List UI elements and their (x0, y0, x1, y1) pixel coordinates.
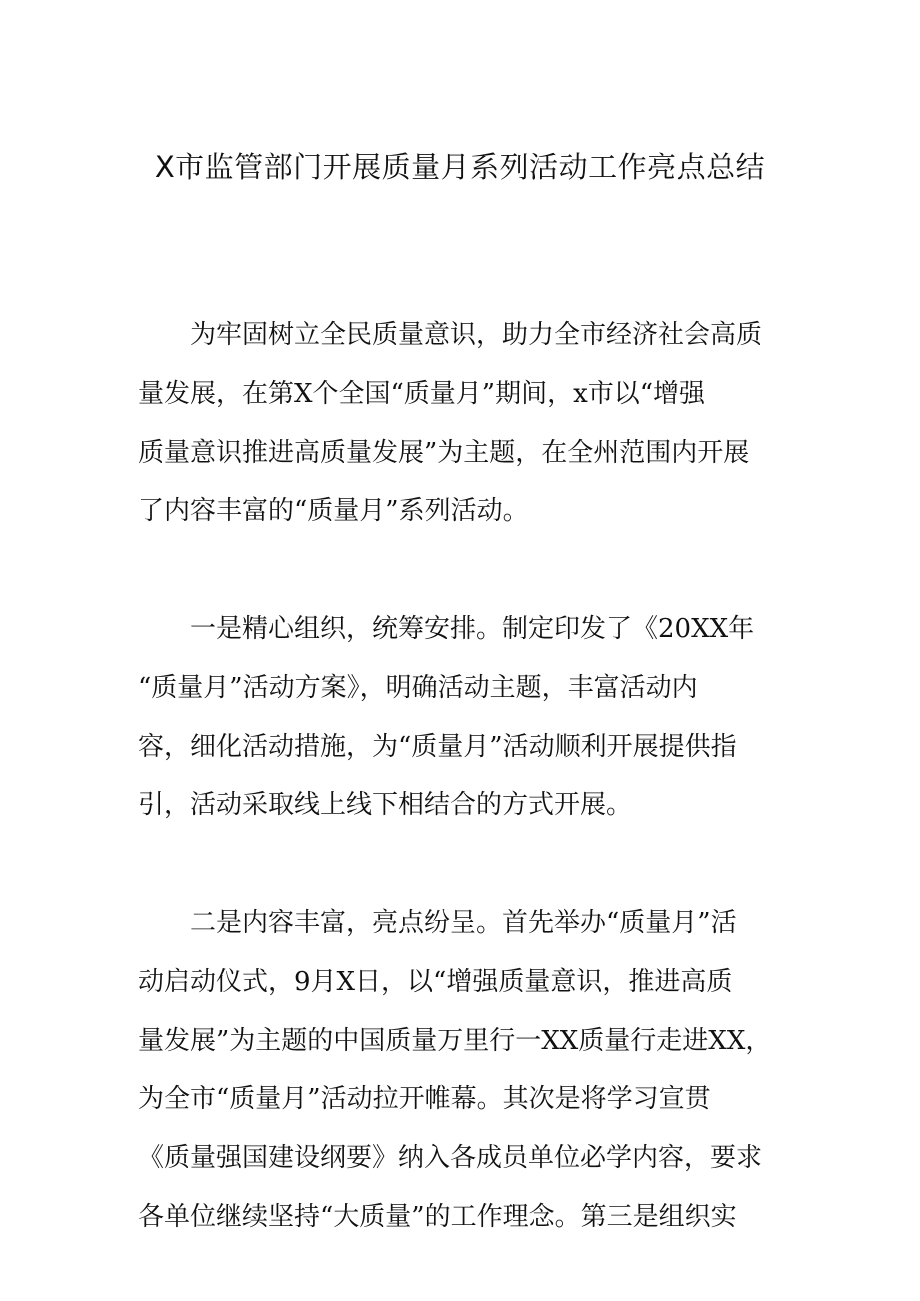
paragraph-line: 质量意识推进高质量发展”为主题，在全州范围内开展 (138, 437, 750, 468)
paragraph-3 (138, 894, 788, 1247)
paragraph-line: “质量月”活动方案》，明确活动主题，丰富活动内 (138, 672, 698, 703)
document-body (138, 306, 788, 1247)
paragraph-line: 容，细化活动措施，为“质量月”活动顺利开展提供指 (138, 731, 737, 762)
paragraph-line: 量发展”为主题的中国质量万里行一XX质量行走进XX， (138, 1025, 772, 1056)
paragraph-1 (138, 306, 788, 541)
paragraph-line: 二是内容丰富，亮点纷呈。首先举办“质量月”活 (190, 907, 737, 938)
paragraph-line: 动启动仪式，9月X日，以“增强质量意识，推进高质 (138, 966, 733, 997)
paragraph-line: 量发展，在第X个全国“质量月”期间，x市以“增强 (138, 378, 706, 409)
paragraph-line: 《质量强国建设纲要》纳入各成员单位必学内容，要求 (138, 1143, 763, 1174)
paragraph-line: 各单位继续坚持“大质量”的工作理念。第三是组织实 (138, 1201, 737, 1232)
paragraph-2 (138, 600, 788, 835)
paragraph-line: 为牢固树立全民质量意识，助力全市经济社会高质 (190, 320, 763, 350)
document-title: X市监管部门开展质量月系列活动工作亮点总结 (154, 150, 766, 184)
paragraph-spacer (138, 835, 788, 894)
paragraph-spacer (138, 541, 788, 600)
paragraph-line: 引，活动采取线上线下相结合的方式开展。 (138, 790, 633, 821)
paragraph-line: 为全市“质量月”活动拉开帷幕。其次是将学习宣贯 (138, 1084, 711, 1115)
paragraph-line: 了内容丰富的“质量月”系列活动。 (138, 496, 529, 527)
paragraph-line: 一是精心组织，统筹安排。制定印发了《20XX年 (190, 613, 755, 644)
